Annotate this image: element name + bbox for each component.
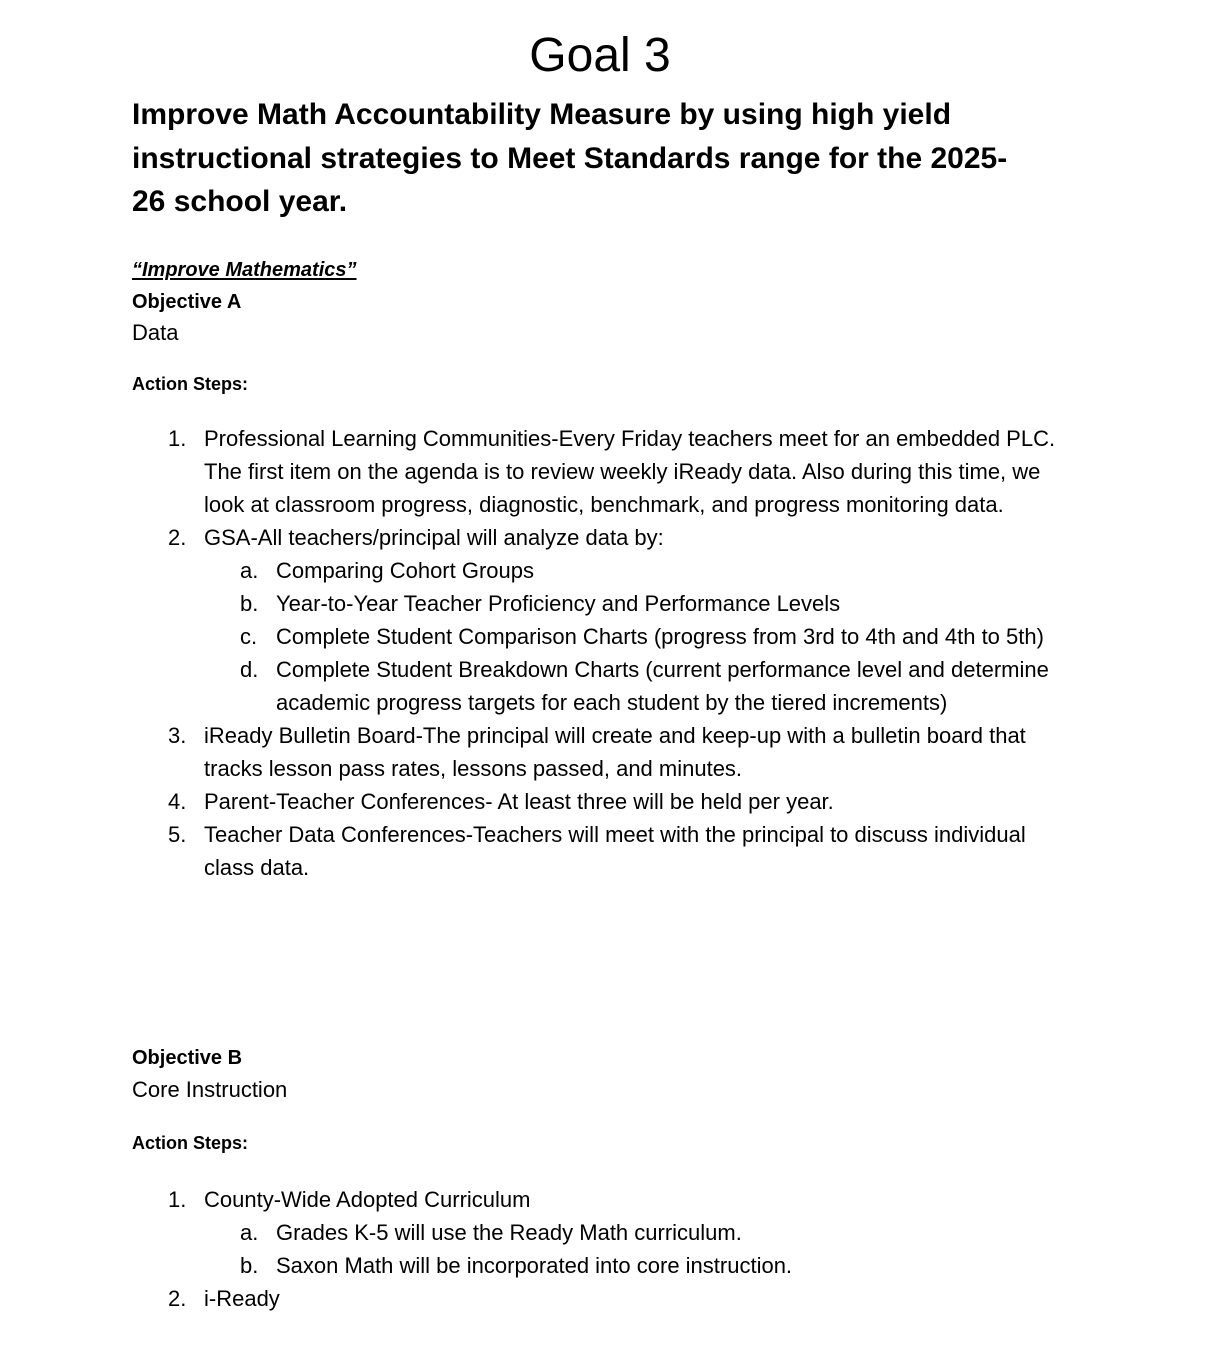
goal-statement: Improve Math Accountability Measure by using high yield instructional strategies to Meet Standards range for the 2025-26 school year. bbox=[132, 98, 1008, 218]
list-marker: 1. bbox=[168, 1187, 187, 1212]
objective-b-description: Core Instruction bbox=[132, 1077, 288, 1102]
list-item-text: Complete Student Breakdown Charts (current performance level and determine academic progress targets for each student by the tiered increments) bbox=[276, 657, 1049, 715]
sub-list-item bbox=[0, 1216, 1076, 1249]
list-item bbox=[0, 785, 1074, 818]
list-marker: 3. bbox=[168, 723, 187, 748]
goal-title: Goal 3 bbox=[529, 29, 671, 82]
list-item-text: Saxon Math will be incorporated into core instruction. bbox=[276, 1253, 793, 1278]
list-item-text: GSA-All teachers/principal will analyze data by: bbox=[204, 525, 664, 550]
list-marker: 2. bbox=[168, 1286, 187, 1311]
list-item-text: Complete Student Comparison Charts (progress from 3rd to 4th and 4th to 5th) bbox=[276, 624, 1044, 649]
objective-a-label: Objective A bbox=[132, 291, 242, 313]
list-item-text: iReady Bulletin Board-The principal will create and keep-up with a bulletin board that tracks lesson pass rates, lessons passed, and minutes. bbox=[204, 723, 1026, 781]
list-item-text: Professional Learning Communities-Every Friday teachers meet for an embedded PLC. The first item on the agenda is to review weekly iReady data. Also during this time, we look at classroom progress, diagnostic, benchmark, and progress monitoring data. bbox=[204, 426, 1056, 517]
list-item-text: i-Ready bbox=[204, 1286, 280, 1311]
list-item bbox=[0, 1282, 1074, 1315]
sub-list-item bbox=[0, 1249, 1076, 1282]
list-marker: b. bbox=[240, 591, 259, 616]
list-item-text: Comparing Cohort Groups bbox=[276, 558, 535, 583]
list-marker: 4. bbox=[168, 789, 187, 814]
list-item bbox=[0, 818, 1074, 884]
objective-b-label: Objective B bbox=[132, 1047, 243, 1069]
objective-a-action-steps-list bbox=[0, 422, 1100, 884]
list-item-text: Grades K-5 will use the Ready Math curriculum. bbox=[276, 1220, 742, 1245]
list-item bbox=[0, 521, 1074, 554]
objective-b-action-steps-label: Action Steps: bbox=[132, 1133, 249, 1153]
list-item bbox=[0, 719, 1074, 785]
objective-a-action-steps-label: Action Steps: bbox=[132, 374, 249, 394]
list-item-text: Year-to-Year Teacher Proficiency and Performance Levels bbox=[276, 591, 841, 616]
sub-list-item bbox=[0, 620, 1076, 653]
goal-subtitle: “Improve Mathematics” bbox=[132, 259, 357, 281]
list-marker: a. bbox=[240, 558, 259, 583]
list-marker: 2. bbox=[168, 525, 187, 550]
list-marker: 1. bbox=[168, 426, 187, 451]
list-item-text: County-Wide Adopted Curriculum bbox=[204, 1187, 531, 1212]
list-item bbox=[0, 1183, 1074, 1216]
sub-list-item bbox=[0, 587, 1076, 620]
objective-b-action-steps-list bbox=[0, 1183, 1100, 1315]
list-item-text: Teacher Data Conferences-Teachers will meet with the principal to discuss individual class data. bbox=[204, 822, 1026, 880]
list-marker: c. bbox=[240, 624, 258, 649]
objective-a-description: Data bbox=[132, 320, 179, 345]
list-marker: 5. bbox=[168, 822, 187, 847]
sub-list-item bbox=[0, 554, 1076, 587]
sub-list-item bbox=[0, 653, 1076, 719]
list-marker: b. bbox=[240, 1253, 259, 1278]
list-marker: a. bbox=[240, 1220, 259, 1245]
list-marker: d. bbox=[240, 657, 259, 682]
list-item bbox=[0, 422, 1074, 521]
list-item-text: Parent-Teacher Conferences- At least three will be held per year. bbox=[204, 789, 834, 814]
